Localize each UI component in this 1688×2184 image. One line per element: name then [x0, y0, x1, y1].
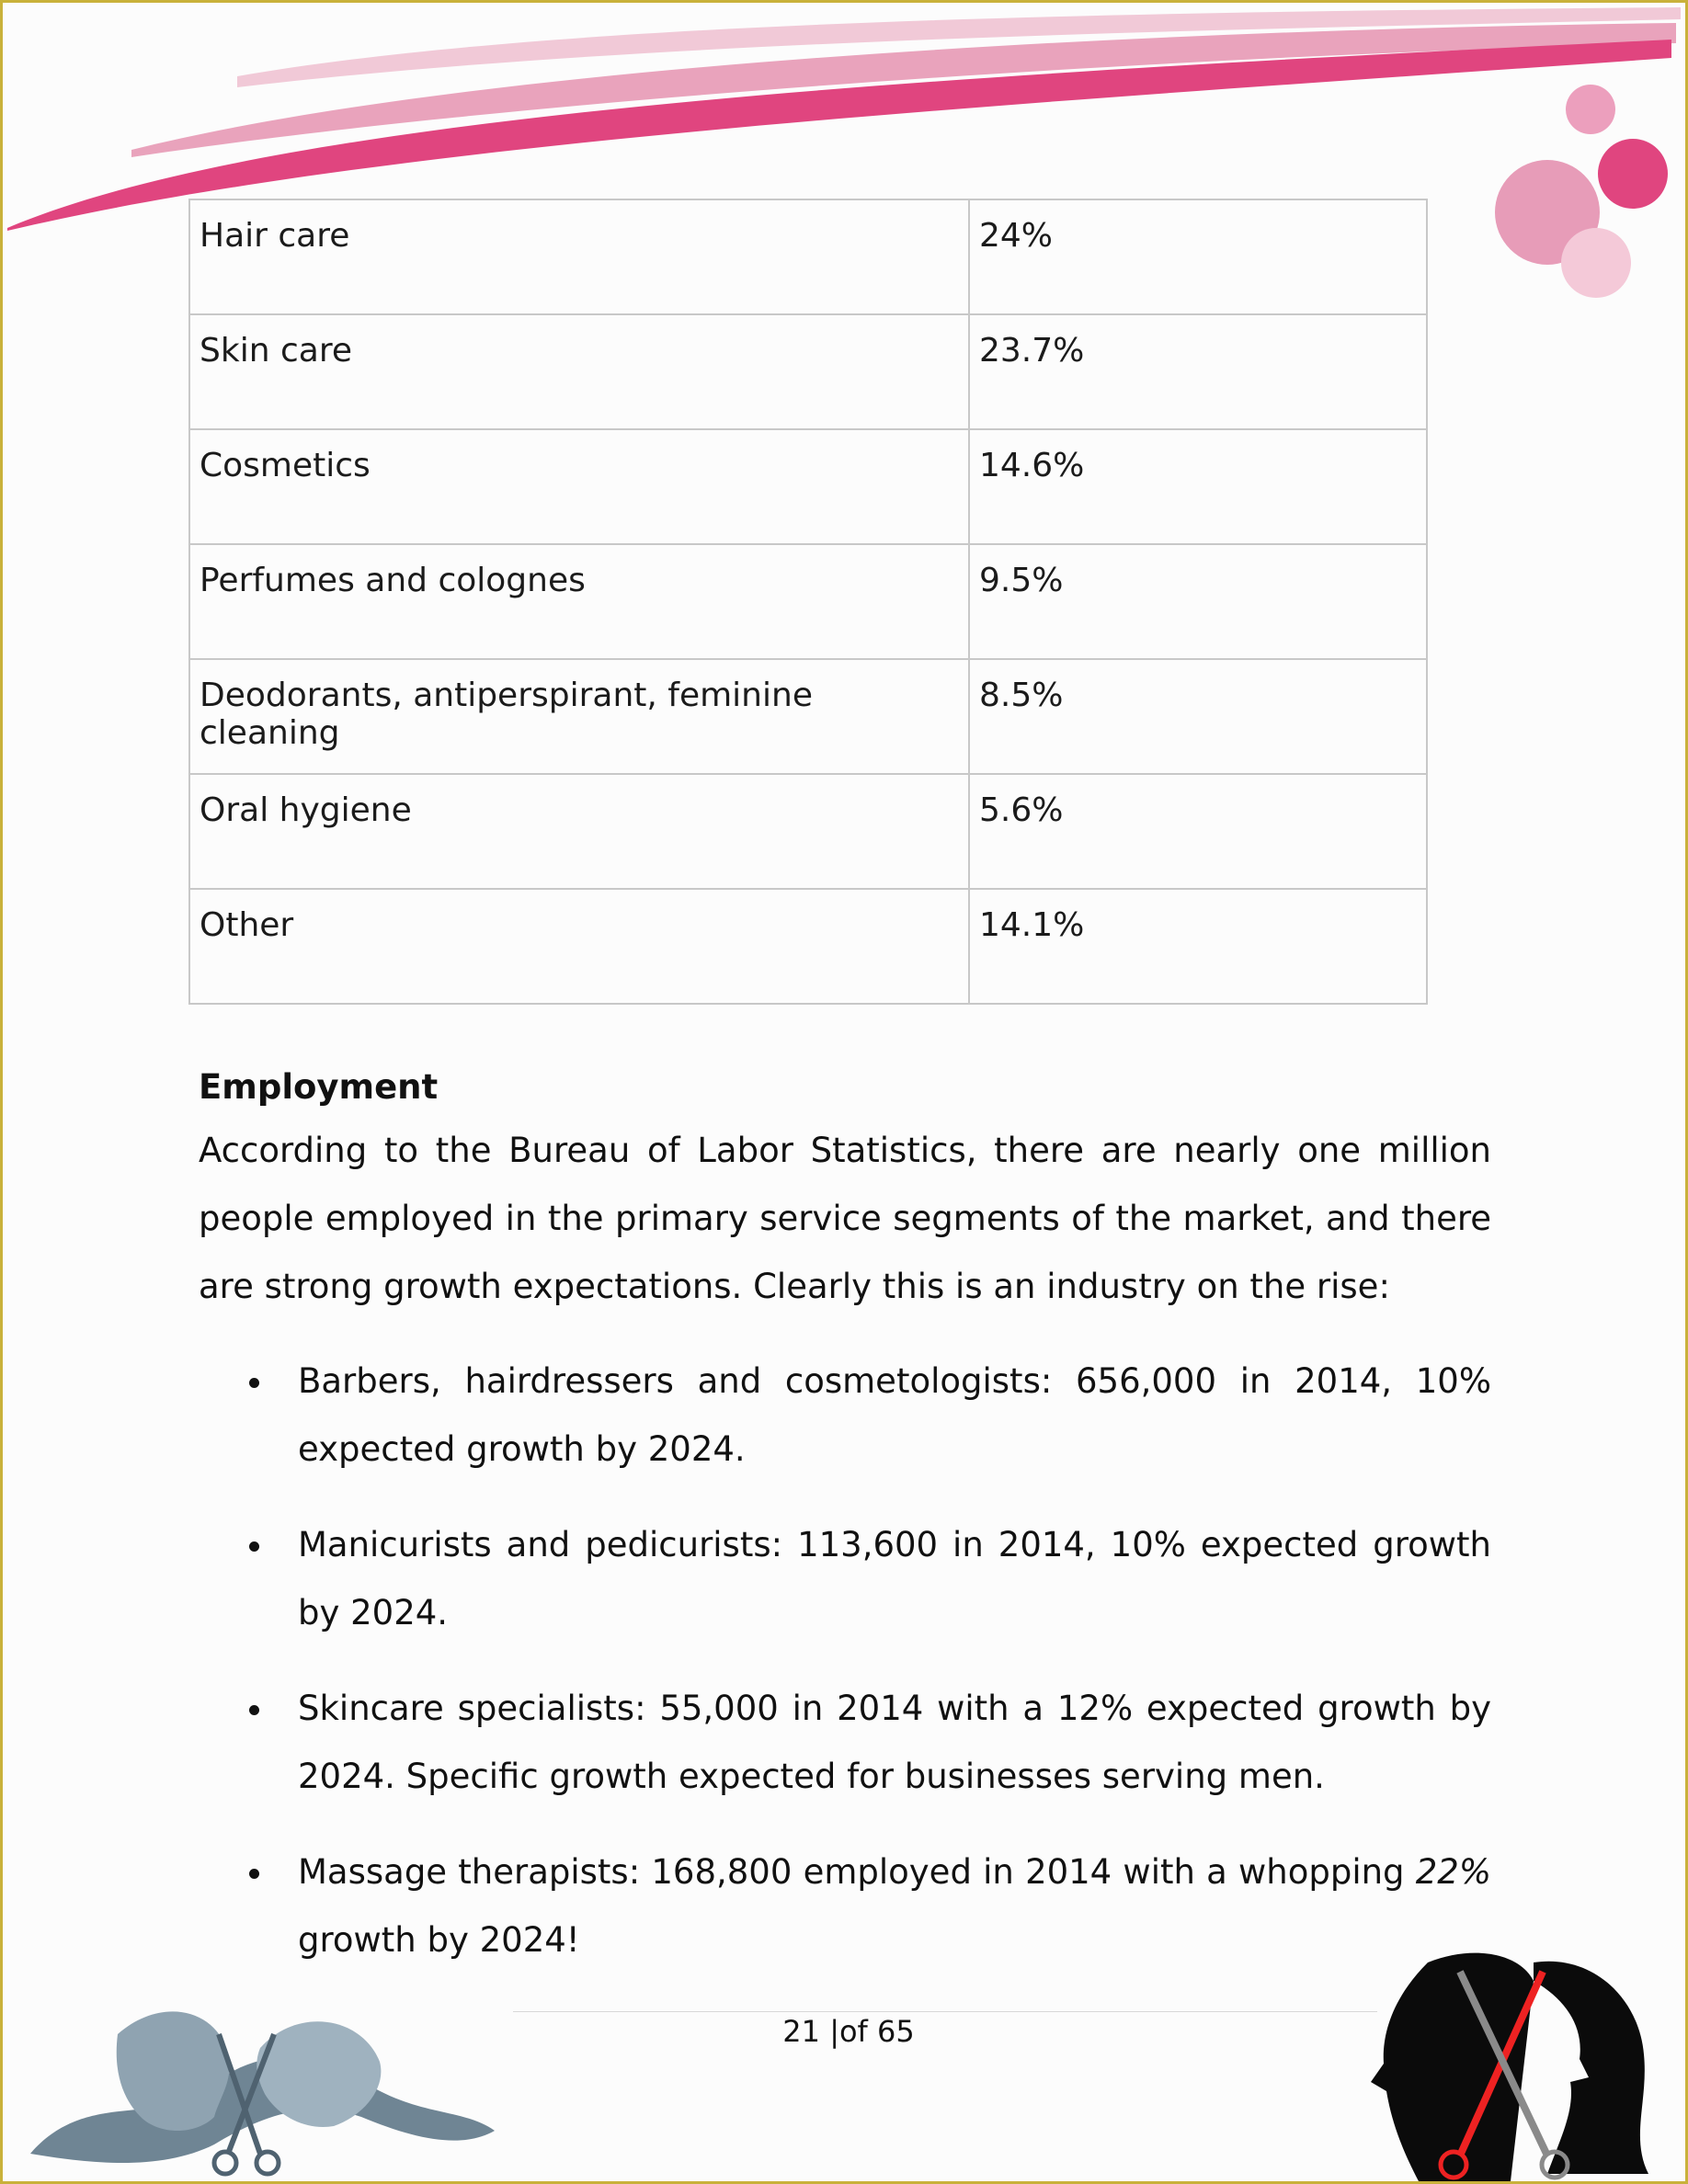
table-row — [189, 774, 1427, 889]
share-cell: 23.7% — [969, 314, 1427, 429]
bubble-accent — [1598, 139, 1668, 209]
share-cell: 5.6% — [969, 774, 1427, 889]
list-item — [199, 1675, 1491, 1811]
table-row — [189, 889, 1427, 1004]
list-item-text: Manicurists and pedicurists: 113,600 in 2014, 10% expected growth by 2024. — [298, 1525, 1491, 1632]
barber-silhouette-logo — [1363, 1944, 1658, 2181]
table-row — [189, 659, 1427, 774]
footer-divider — [513, 2011, 1377, 2012]
logo-scissors-ring-2 — [257, 2152, 279, 2174]
list-item — [199, 1838, 1491, 1974]
bubble-pale — [1561, 228, 1631, 298]
market-share-table — [188, 199, 1428, 1005]
pink-bubbles-decoration — [1483, 76, 1676, 306]
list-item-text-after: growth by 2024! — [298, 1920, 580, 1960]
table-row — [189, 314, 1427, 429]
list-item-emphasis: 22% — [1415, 1852, 1491, 1892]
bullet-dot-icon — [249, 1541, 259, 1552]
document-page — [3, 3, 1685, 2181]
page-number: 21 |of 65 — [782, 2014, 915, 2049]
bullet-dot-icon — [249, 1378, 259, 1388]
category-cell: Oral hygiene — [189, 774, 969, 889]
category-cell: Deodorants, antiperspirant, feminine cleaning — [189, 659, 969, 774]
salon-faces-logo — [30, 1979, 499, 2177]
logo-woman-silhouette — [1534, 1962, 1648, 2174]
share-cell: 8.5% — [969, 659, 1427, 774]
logo-scissors-ring-1 — [214, 2152, 236, 2174]
employment-heading: Employment — [199, 1067, 439, 1107]
category-cell: Hair care — [189, 199, 969, 314]
category-cell: Perfumes and colognes — [189, 544, 969, 659]
table-row — [189, 429, 1427, 544]
list-item-text: Skincare specialists: 55,000 in 2014 with a 12% expected growth by 2024. Specific growth expected for businesses serving men. — [298, 1689, 1491, 1796]
table-row — [189, 544, 1427, 659]
share-cell: 24% — [969, 199, 1427, 314]
list-item-text-before: Massage therapists: 168,800 employed in 2014 with a whopping — [298, 1852, 1416, 1892]
bullet-dot-icon — [249, 1705, 259, 1715]
bubble-small — [1566, 85, 1615, 134]
share-cell: 14.6% — [969, 429, 1427, 544]
share-cell: 9.5% — [969, 544, 1427, 659]
employment-paragraph: According to the Bureau of Labor Statistics, there are nearly one million people employed in the primary service segments of the market, and there are strong growth expectations. Clearly this is an industry on the rise: — [199, 1131, 1491, 1306]
list-item — [199, 1511, 1491, 1647]
list-item — [199, 1348, 1491, 1484]
category-cell: Cosmetics — [189, 429, 969, 544]
share-cell: 14.1% — [969, 889, 1427, 1004]
employment-bullet-list — [199, 1348, 1491, 2002]
list-item-text: Barbers, hairdressers and cosmetologists: 656,000 in 2014, 10% expected growth by 2024. — [298, 1361, 1491, 1469]
category-cell: Other — [189, 889, 969, 1004]
table-row — [189, 199, 1427, 314]
bullet-dot-icon — [249, 1869, 259, 1879]
category-cell: Skin care — [189, 314, 969, 429]
